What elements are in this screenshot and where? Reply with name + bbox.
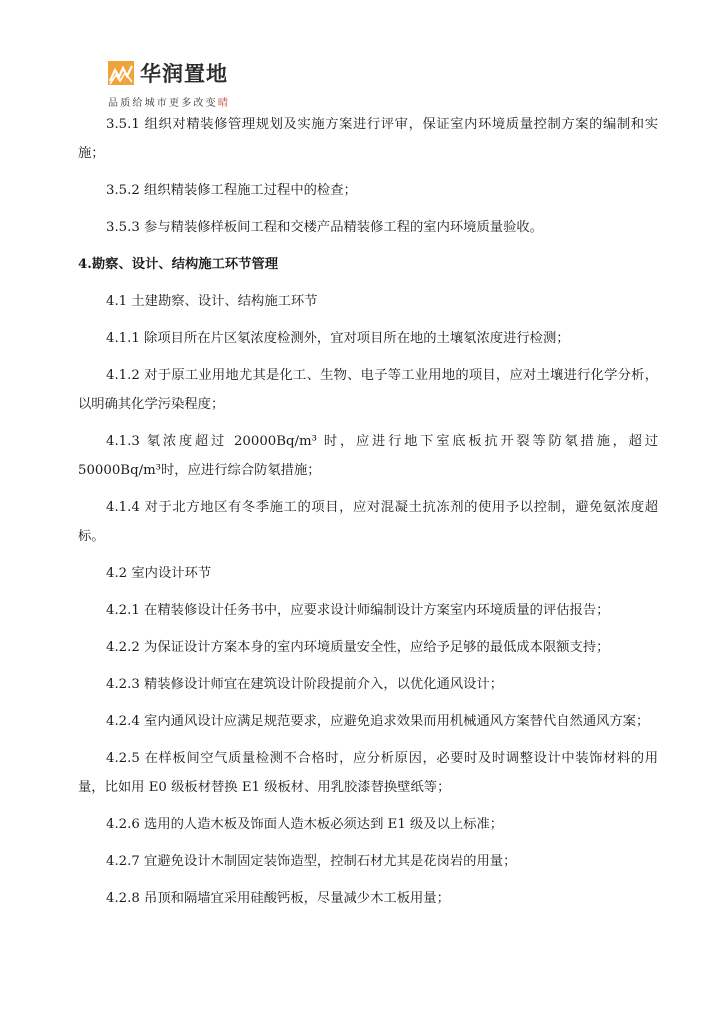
paragraph-4-2-1: 4.2.1 在精装修设计任务书中，应要求设计师编制设计方案室内环境质量的评估报告； xyxy=(106,603,610,618)
paragraph-3-5-3: 3.5.3 参与精装修样板间工程和交楼产品精装修工程的室内环境质量验收。 xyxy=(106,220,543,235)
company-logo-icon xyxy=(108,61,134,85)
section-heading-4: 4.勘察、设计、结构施工环节管理 xyxy=(78,257,279,272)
paragraph-4-2-2: 4.2.2 为保证设计方案本身的室内环境质量安全性，应给予足够的最低成本限额支持； xyxy=(106,640,610,655)
paragraph-3-5-2: 3.5.2 组织精装修工程施工过程中的检查； xyxy=(106,183,357,198)
company-slogan xyxy=(108,94,230,109)
paragraph-4-2-5: 4.2.5 在样板间空气质量检测不合格时，应分析原因，必要时及时调整设计中装饰材料的用量，比如用 E0 级板材替换 E1 级板材、用乳胶漆替换壁纸等； xyxy=(78,751,658,795)
paragraph-4-2-6: 4.2.6 选用的人造木板及饰面人造木板必须达到 E1 级及以上标准； xyxy=(106,817,504,832)
paragraph-4-2-7: 4.2.7 宜避免设计木制固定装饰造型，控制石材尤其是花岗岩的用量； xyxy=(106,854,517,869)
document-body xyxy=(78,110,658,921)
logo xyxy=(108,58,230,88)
company-name: 华润置地 xyxy=(140,62,228,86)
subsection-heading-4-2: 4.2 室内设计环节 xyxy=(106,566,212,581)
page-header xyxy=(108,58,230,109)
slogan-tail: 晴 xyxy=(217,98,231,109)
paragraph-4-2-4: 4.2.4 室内通风设计应满足规范要求，应避免追求效果而用机械通风方案替代自然通风方案； xyxy=(106,714,650,729)
paragraph-4-1-2: 4.1.2 对于原工业用地尤其是化工、生物、电子等工业用地的项目，应对土壤进行化学分析，以明确其化学污染程度； xyxy=(78,368,658,412)
paragraph-4-1-3: 4.1.3 氡浓度超过 20000Bq/m³ 时，应进行地下室底板抗开裂等防氡措施，超过 50000Bq/m³时，应进行综合防氡措施； xyxy=(78,434,658,478)
subsection-heading-4-1: 4.1 土建勘察、设计、结构施工环节 xyxy=(106,294,318,309)
paragraph-4-2-8: 4.2.8 吊顶和隔墙宜采用硅酸钙板，尽量减少木工板用量； xyxy=(106,891,450,906)
slogan-text: 品质给城市更多改变 xyxy=(108,98,218,109)
paragraph-4-1-4: 4.1.4 对于北方地区有冬季施工的项目，应对混凝土抗冻剂的使用予以控制，避免氨浓度超标。 xyxy=(78,500,658,544)
paragraph-4-2-3: 4.2.3 精装修设计师宜在建筑设计阶段提前介入，以优化通风设计； xyxy=(106,677,504,692)
paragraph-3-5-1: 3.5.1 组织对精装修管理规划及实施方案进行评审，保证室内环境质量控制方案的编制和实施； xyxy=(78,117,658,161)
paragraph-4-1-1: 4.1.1 除项目所在片区氡浓度检测外，宜对项目所在地的土壤氡浓度进行检测； xyxy=(106,331,570,346)
